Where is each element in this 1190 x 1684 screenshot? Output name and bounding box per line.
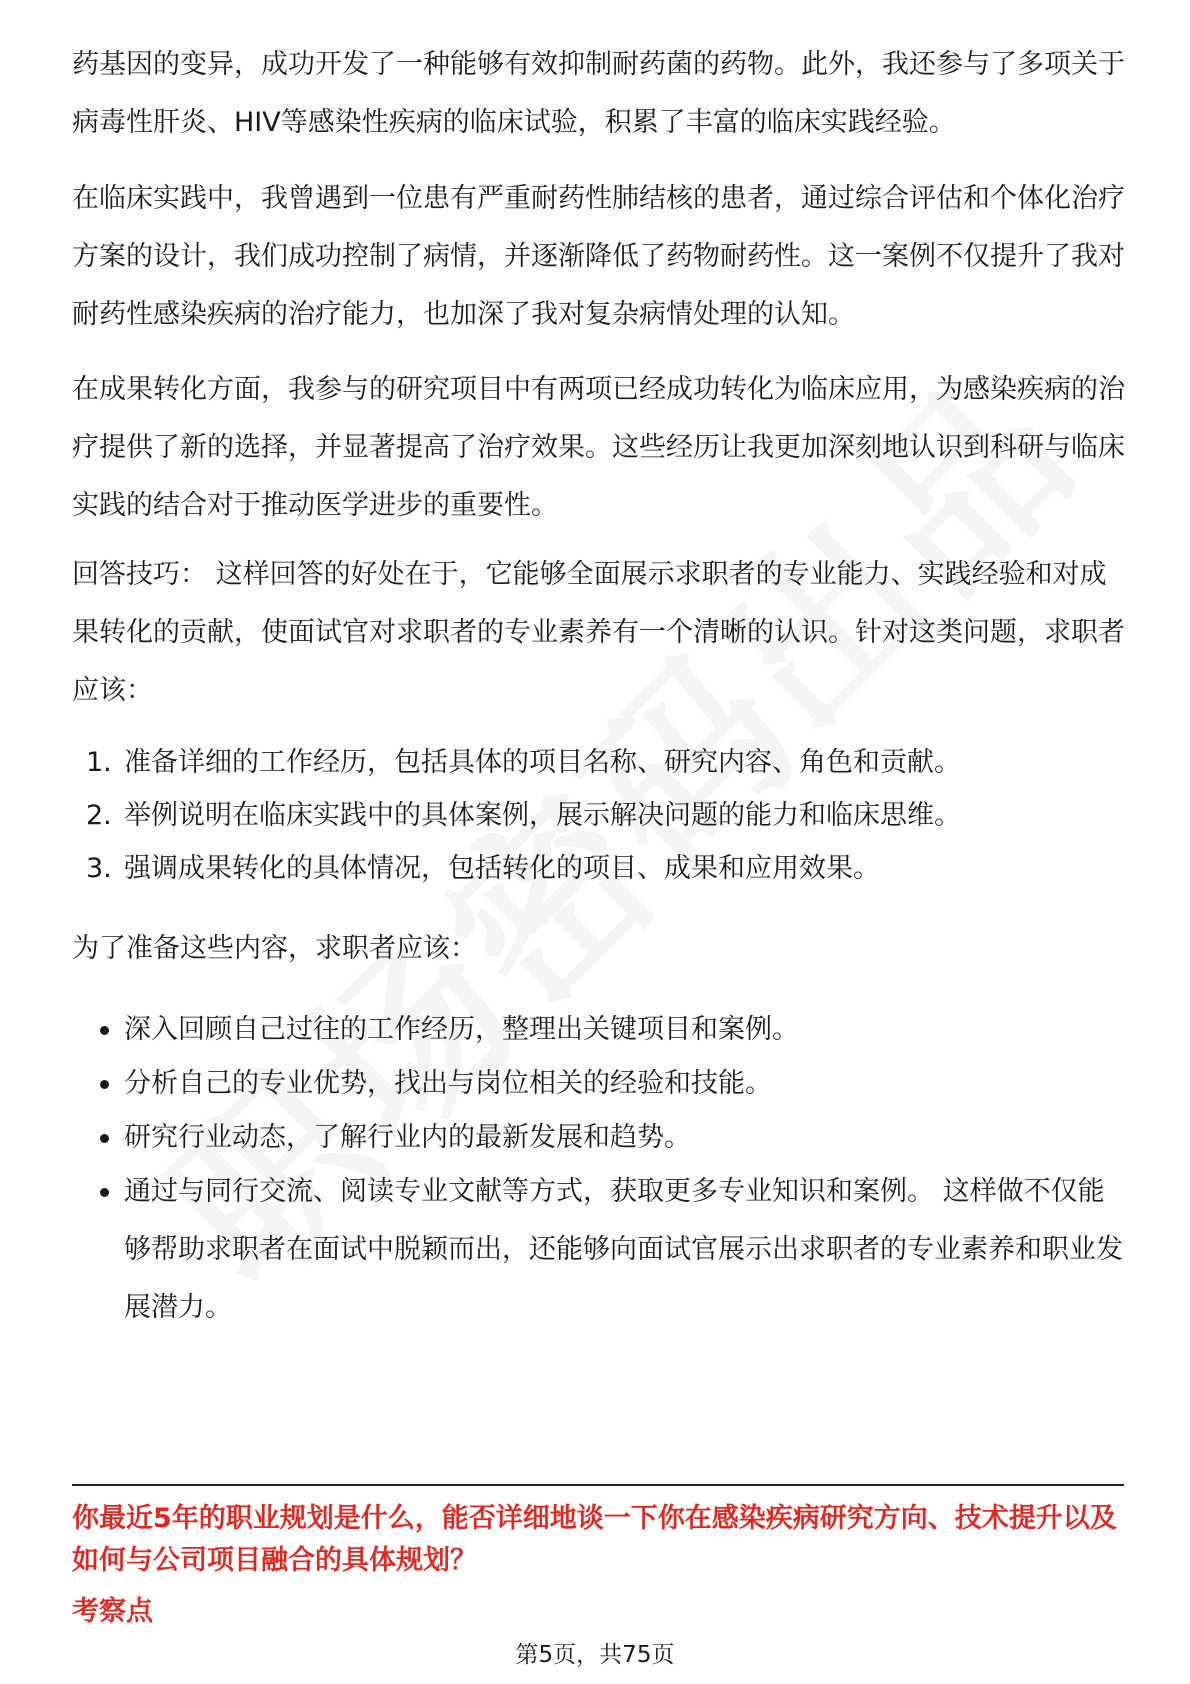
- paragraph-achievement-transfer: 在成果转化方面，我参与的研究项目中有两项已经成功转化为临床应用，为感染疾病的治疗提供了新的选择，并显著提高了治疗效果。这些经历让我更加深刻地认识到科研与临床实践的结合对于推动医学进步的重要性。: [72, 374, 1125, 521]
- list-number: 3.: [86, 853, 112, 884]
- paragraph-answer-tips: 回答技巧： 这样回答的好处在于，它能够全面展示求职者的专业能力、实践经验和对成果转化的贡献，使面试官对求职者的专业素养有一个清晰的认识。针对这类问题，求职者应该：: [72, 559, 1125, 706]
- list-item-text: 准备详细的工作经历，包括具体的项目名称、研究内容、角色和贡献。: [124, 747, 961, 778]
- list-number: 2.: [86, 800, 112, 831]
- paragraph-prep-intro: 为了准备这些内容，求职者应该：: [72, 933, 477, 964]
- list-item-text: 深入回顾自己过往的工作经历，整理出关键项目和案例。: [124, 1014, 799, 1045]
- list-number: 1.: [86, 747, 112, 778]
- list-item-text: 强调成果转化的具体情况，包括转化的项目、成果和应用效果。: [124, 853, 880, 884]
- bullet-dot-icon: [100, 1134, 109, 1143]
- list-item-text: 研究行业动态，了解行业内的最新发展和趋势。: [124, 1122, 691, 1153]
- assessment-points-heading: 考察点: [72, 1596, 153, 1627]
- list-item-text: 通过与同行交流、阅读专业文献等方式，获取更多专业知识和案例。 这样做不仅能够帮助求职者在面试中脱颖而出，还能够向面试官展示出求职者的专业素养和职业发展潜力。: [124, 1176, 1123, 1323]
- paragraph-clinical-case: 在临床实践中，我曾遇到一位患有严重耐药性肺结核的患者，通过综合评估和个体化治疗方案的设计，我们成功控制了病情，并逐渐降低了药物耐药性。这一案例不仅提升了我对耐药性感染疾病的治疗能力，也加深了我对复杂病情处理的认知。: [72, 183, 1125, 330]
- paragraph-research-continuation: 药基因的变异，成功开发了一种能够有效抑制耐药菌的药物。此外，我还参与了多项关于病毒性肝炎、HIV等感染性疾病的临床试验，积累了丰富的临床实践经验。: [72, 49, 1125, 138]
- list-item-text: 举例说明在临床实践中的具体案例，展示解决问题的能力和临床思维。: [124, 800, 961, 831]
- section-divider: [72, 1484, 1124, 1486]
- page-number: 第5页，共75页: [515, 1642, 675, 1668]
- bullet-dot-icon: [100, 1026, 109, 1035]
- list-item-text: 分析自己的专业优势，找出与岗位相关的经验和技能。: [124, 1068, 772, 1099]
- bullet-dot-icon: [100, 1080, 109, 1089]
- next-question-title: 你最近5年的职业规划是什么，能否详细地谈一下你在感染疾病研究方向、技术提升以及如何与公司项目融合的具体规划？: [72, 1503, 1117, 1576]
- bullet-dot-icon: [100, 1188, 109, 1197]
